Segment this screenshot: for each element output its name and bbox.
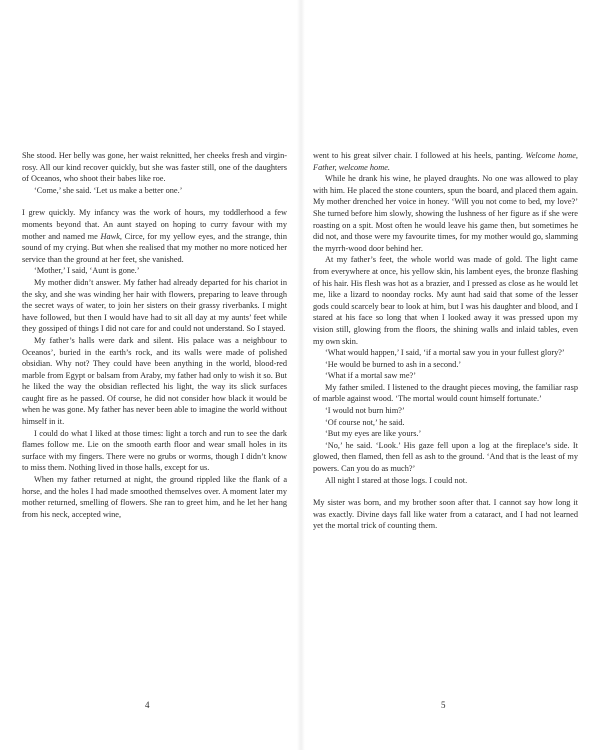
paragraph: My mother didn’t answer. My father had already departed for his chariot in the sky, and she was winding her hair with flowers, preparing to leave through the secret ways of water, to join her sisters on their grassy riverbanks. I might have followed, but then I would have had to sit all day at my aunts’ feet while they gossiped of things I did not care for and could not understand. So I stayed. xyxy=(22,277,287,334)
paragraph: ‘What if a mortal saw me?’ xyxy=(325,371,416,381)
paragraph: All night I stared at those logs. I could not. xyxy=(325,475,468,485)
paragraph: ‘Come,’ she said. ‘Let us make a better one.’ xyxy=(34,185,183,195)
paragraph: At my father’s feet, the whole world was made of gold. The light came from everywhere at once, his yellow skin, his lambent eyes, the bronze flashing of his hair. His flesh was hot as a brazier, and I pressed as close as he would let me, like a lizard to noonday rocks. My aunt had said that some of the lesser gods could scarcely bear to look at him, but I was his daughter and blood, and I stared at his face so long that when I looked away it was pressed upon my vision still, glowing from the floors, the shining walls and inlaid tables, even my own skin. xyxy=(313,255,578,346)
page-number: 5 xyxy=(441,700,446,710)
page-number: 4 xyxy=(145,700,150,710)
emphasis: Welcome home, Father, welcome home. xyxy=(313,151,578,172)
paragraph: ‘Mother,’ I said, ‘Aunt is gone.’ xyxy=(34,266,140,276)
paragraph: ‘He would be burned to ash in a second.’ xyxy=(325,359,462,369)
right-page xyxy=(313,150,578,532)
paragraph: My father smiled. I listened to the draught pieces moving, the familiar rasp of marble against wood. ‘The mortal would count himself fortunate.’ xyxy=(313,382,578,404)
paragraph: ‘No,’ he said. ‘Look.’ His gaze fell upon a log at the fireplace’s side. It glowed, then flamed, then fell as ash to the ground. ‘And that is the least of my powers. Can you do as much?’ xyxy=(313,440,578,474)
paragraph-section-start: My sister was born, and my brother soon after that. I cannot say how long it was exactly. Divine days fall like water from a cataract, and I had not learned yet the mortal trick of counting them. xyxy=(313,498,578,531)
paragraph-continued: went to his great silver chair. I followed at his heels, panting. Welcome home, Father, welcome home. xyxy=(313,151,578,172)
paragraph: I could do what I liked at those times: light a torch and run to see the dark flames follow me. Lie on the smooth earth floor and wear small holes in its surface with my fingers. There were no grubs or worms, though I didn’t know to miss them. Nothing lived in those halls, except for us. xyxy=(22,428,287,473)
paragraph: ‘What would happen,’ I said, ‘if a mortal saw you in your fullest glory?’ xyxy=(325,348,565,358)
emphasis: Hawk xyxy=(100,231,120,241)
paragraph: When my father returned at night, the ground rippled like the flank of a horse, and the holes I had made smoothed themselves over. A moment later my mother returned, smelling of flowers. She ran to greet him, and he let her hang from his neck, accepted wine, xyxy=(22,475,287,519)
left-page xyxy=(22,150,287,520)
paragraph-section-start: I grew quickly. My infancy was the work of hours, my toddlerhood a few moments beyond that. An aunt stayed on hoping to curry favour with my mother and named me Hawk, Circe, for my yellow eyes, and the strange, thin sound of my crying. But when she realised that my mother no more noticed her service than the ground at her feet, she vanished. xyxy=(22,208,288,264)
paragraph: She stood. Her belly was gone, her waist reknitted, her cheeks fresh and virgin-rosy. All our kind recover quickly, but she was faster still, one of the daughters of Oceanos, who shoot their babes like roe. xyxy=(22,151,287,184)
page-gutter xyxy=(297,0,305,750)
paragraph: ‘I would not burn him?’ xyxy=(325,406,405,416)
paragraph: While he drank his wine, he played draughts. No one was allowed to play with him. He placed the stone counters, spun the board, and placed them again. My mother drenched her voice in honey. ‘Will you not come to bed, my love?’ She turned before him slowly, showing the lushness of her figure as if she were roasting on a spit. Most often he would leave his game then, but sometimes he did not, and those were my favourite times, for my mother would go, slamming the myrrh-wood door behind her. xyxy=(313,174,578,253)
paragraph: My father’s halls were dark and silent. His palace was a neighbour to Oceanos’, buried in the earth’s rock, and its walls were made of polished obsidian. Why not? They could have been anything in the world, blood-red marble from Egypt or balsam from Araby, my father had only to wish it so. But he liked the way the obsidian reflected his light, the way its slick surfaces caught fire as he passed. Of course, he did not consider how black it would be when he was gone. My father has never been able to imagine the world without himself in it. xyxy=(22,335,287,427)
paragraph: ‘Of course not,’ he said. xyxy=(325,417,405,427)
paragraph: ‘But my eyes are like yours.’ xyxy=(325,429,422,439)
